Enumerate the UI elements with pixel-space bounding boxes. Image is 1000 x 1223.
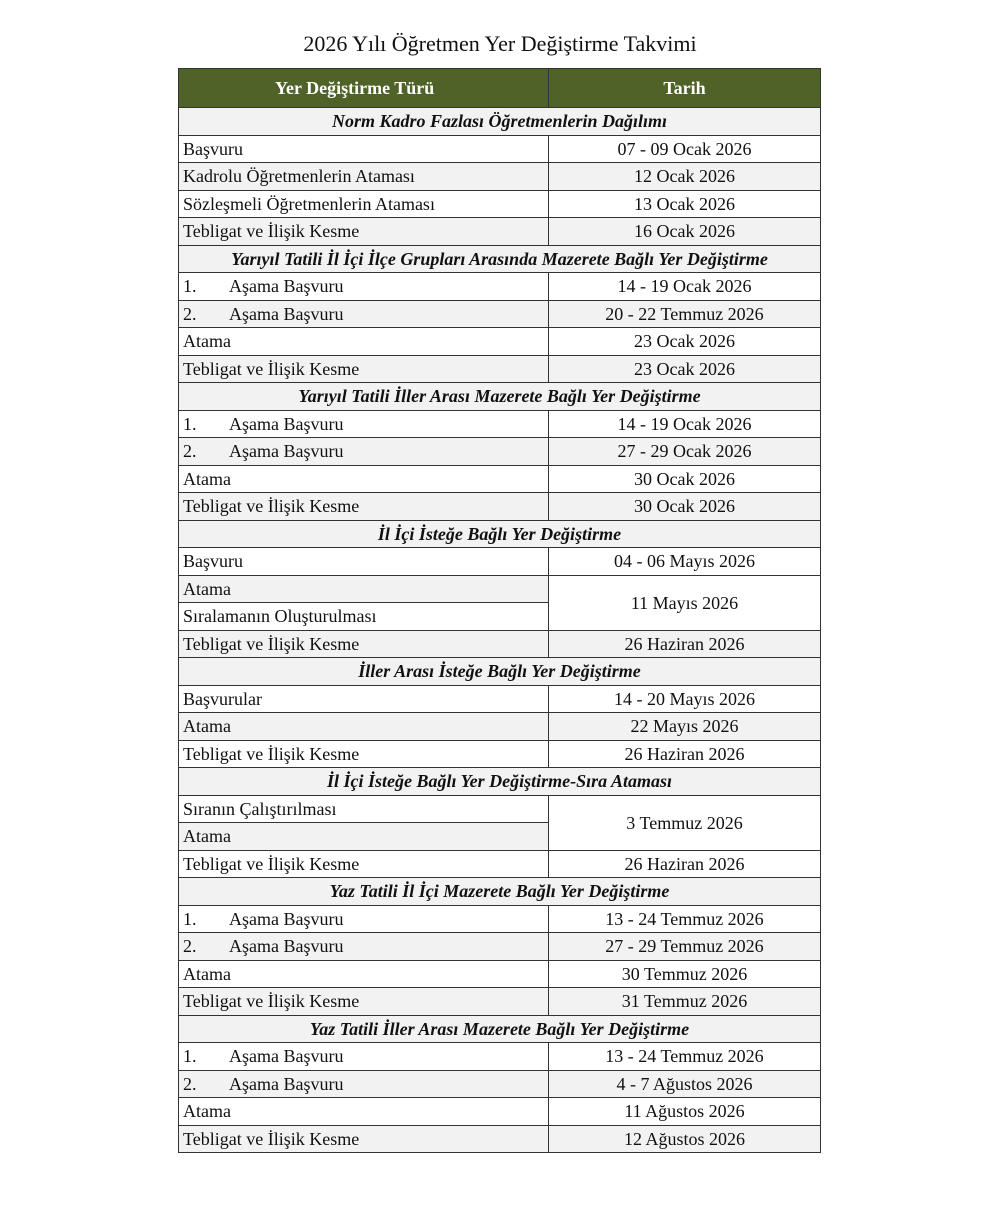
- row-number: 2.: [183, 441, 197, 462]
- section-title: Norm Kadro Fazlası Öğretmenlerin Dağılımı: [179, 108, 821, 136]
- row-date: 27 - 29 Temmuz 2026: [549, 933, 821, 961]
- row-label: Başvuru: [183, 551, 243, 572]
- row-label: Atama: [183, 468, 231, 489]
- row-label: Sözleşmeli Öğretmenlerin Ataması: [183, 193, 435, 214]
- table-row: [179, 933, 821, 961]
- row-label: Aşama Başvuru: [229, 276, 344, 297]
- section-header-row: [179, 108, 821, 136]
- page-title: 2026 Yılı Öğretmen Yer Değiştirme Takvimi: [303, 31, 697, 56]
- row-label-cell: [179, 1070, 549, 1098]
- row-label: Sıralamanın Oluşturulması: [183, 606, 377, 627]
- row-number: 2.: [183, 303, 197, 324]
- table-row: [179, 300, 821, 328]
- row-date: 14 - 20 Mayıs 2026: [549, 685, 821, 713]
- row-date: 4 - 7 Ağustos 2026: [549, 1070, 821, 1098]
- row-label-cell: [179, 493, 549, 521]
- row-date: 11 Mayıs 2026: [549, 575, 821, 630]
- row-date: 04 - 06 Mayıs 2026: [549, 548, 821, 576]
- row-label: Atama: [183, 578, 231, 599]
- row-date: 30 Ocak 2026: [549, 493, 821, 521]
- row-date: 23 Ocak 2026: [549, 355, 821, 383]
- row-label: Sıranın Çalıştırılması: [183, 798, 337, 819]
- row-label: Atama: [183, 716, 231, 737]
- row-label-cell: [179, 410, 549, 438]
- row-label-cell: [179, 1125, 549, 1153]
- table-row: [179, 795, 821, 823]
- row-date: 31 Temmuz 2026: [549, 988, 821, 1016]
- table-row: [179, 218, 821, 246]
- row-date: 12 Ocak 2026: [549, 163, 821, 191]
- row-label-cell: [179, 1098, 549, 1126]
- row-date: 12 Ağustos 2026: [549, 1125, 821, 1153]
- row-label-cell: [179, 355, 549, 383]
- row-label: Aşama Başvuru: [229, 413, 344, 434]
- table-row: [179, 988, 821, 1016]
- row-label: Tebligat ve İlişik Kesme: [183, 633, 360, 654]
- row-label-cell: [179, 823, 549, 851]
- row-date: 30 Ocak 2026: [549, 465, 821, 493]
- table-row: [179, 135, 821, 163]
- table-row: [179, 190, 821, 218]
- row-label-cell: [179, 850, 549, 878]
- row-date: 13 - 24 Temmuz 2026: [549, 1043, 821, 1071]
- row-label-cell: [179, 905, 549, 933]
- row-label-cell: [179, 300, 549, 328]
- header-type: Yer Değiştirme Türü: [179, 69, 549, 108]
- table-row: [179, 163, 821, 191]
- row-label-cell: [179, 273, 549, 301]
- row-label: Tebligat ve İlişik Kesme: [183, 1128, 360, 1149]
- row-label: Tebligat ve İlişik Kesme: [183, 496, 360, 517]
- row-label-cell: [179, 960, 549, 988]
- row-number: 1.: [183, 276, 197, 297]
- row-label: Tebligat ve İlişik Kesme: [183, 221, 360, 242]
- row-label-cell: [179, 190, 549, 218]
- row-label-cell: [179, 603, 549, 631]
- row-label: Atama: [183, 826, 231, 847]
- row-label: Aşama Başvuru: [229, 441, 344, 462]
- section-header-row: [179, 383, 821, 411]
- header-date: Tarih: [549, 69, 821, 108]
- row-number: 2.: [183, 1073, 197, 1094]
- section-title: Yarıyıl Tatili İl İçi İlçe Grupları Arasında Mazerete Bağlı Yer Değiştirme: [179, 245, 821, 273]
- table-row: [179, 1043, 821, 1071]
- table-row: [179, 355, 821, 383]
- row-date: 23 Ocak 2026: [549, 328, 821, 356]
- row-date: 30 Temmuz 2026: [549, 960, 821, 988]
- row-label-cell: [179, 135, 549, 163]
- row-date: 16 Ocak 2026: [549, 218, 821, 246]
- table-row: [179, 630, 821, 658]
- section-title: İller Arası İsteğe Bağlı Yer Değiştirme: [179, 658, 821, 686]
- table-row: [179, 685, 821, 713]
- row-date: 14 - 19 Ocak 2026: [549, 410, 821, 438]
- section-header-row: [179, 245, 821, 273]
- row-label: Tebligat ve İlişik Kesme: [183, 358, 360, 379]
- table-row: [179, 905, 821, 933]
- table-row: [179, 493, 821, 521]
- section-title: Yarıyıl Tatili İller Arası Mazerete Bağlı Yer Değiştirme: [179, 383, 821, 411]
- section-header-row: [179, 658, 821, 686]
- section-header-row: [179, 878, 821, 906]
- section-header-row: [179, 768, 821, 796]
- row-label: Atama: [183, 331, 231, 352]
- row-number: 2.: [183, 936, 197, 957]
- row-label: Atama: [183, 963, 231, 984]
- row-label: Aşama Başvuru: [229, 1046, 344, 1067]
- table-row: [179, 850, 821, 878]
- row-label-cell: [179, 795, 549, 823]
- row-label: Aşama Başvuru: [229, 1073, 344, 1094]
- row-date: 20 - 22 Temmuz 2026: [549, 300, 821, 328]
- row-label-cell: [179, 438, 549, 466]
- row-date: 13 - 24 Temmuz 2026: [549, 905, 821, 933]
- row-label: Tebligat ve İlişik Kesme: [183, 743, 360, 764]
- row-label-cell: [179, 218, 549, 246]
- section-title: Yaz Tatili İller Arası Mazerete Bağlı Yer Değiştirme: [179, 1015, 821, 1043]
- table-row: [179, 740, 821, 768]
- row-date: 26 Haziran 2026: [549, 740, 821, 768]
- calendar-table: [178, 68, 821, 1153]
- row-label: Başvurular: [183, 688, 262, 709]
- table-row: [179, 960, 821, 988]
- row-number: 1.: [183, 908, 197, 929]
- row-date: 14 - 19 Ocak 2026: [549, 273, 821, 301]
- row-date: 11 Ağustos 2026: [549, 1098, 821, 1126]
- row-label-cell: [179, 740, 549, 768]
- row-number: 1.: [183, 1046, 197, 1067]
- row-date: 13 Ocak 2026: [549, 190, 821, 218]
- table-row: [179, 273, 821, 301]
- table-row: [179, 438, 821, 466]
- row-label-cell: [179, 933, 549, 961]
- row-label: Tebligat ve İlişik Kesme: [183, 853, 360, 874]
- row-label-cell: [179, 988, 549, 1016]
- section-title: Yaz Tatili İl İçi Mazerete Bağlı Yer Değiştirme: [179, 878, 821, 906]
- table-row: [179, 328, 821, 356]
- row-label: Aşama Başvuru: [229, 908, 344, 929]
- row-label: Başvuru: [183, 138, 243, 159]
- row-label-cell: [179, 163, 549, 191]
- table-row: [179, 713, 821, 741]
- table-row: [179, 548, 821, 576]
- row-label-cell: [179, 1043, 549, 1071]
- table-row: [179, 575, 821, 603]
- row-label-cell: [179, 465, 549, 493]
- calendar-body: [179, 108, 821, 1153]
- row-label-cell: [179, 548, 549, 576]
- row-label-cell: [179, 713, 549, 741]
- table-row: [179, 1098, 821, 1126]
- row-label-cell: [179, 328, 549, 356]
- table-row: [179, 1070, 821, 1098]
- row-label-cell: [179, 575, 549, 603]
- section-header-row: [179, 520, 821, 548]
- row-date: 26 Haziran 2026: [549, 630, 821, 658]
- section-title: İl İçi İsteğe Bağlı Yer Değiştirme: [179, 520, 821, 548]
- table-row: [179, 410, 821, 438]
- section-header-row: [179, 1015, 821, 1043]
- table-row: [179, 465, 821, 493]
- row-date: 26 Haziran 2026: [549, 850, 821, 878]
- section-title: İl İçi İsteğe Bağlı Yer Değiştirme-Sıra Ataması: [179, 768, 821, 796]
- row-label-cell: [179, 685, 549, 713]
- row-label: Aşama Başvuru: [229, 303, 344, 324]
- row-label: Tebligat ve İlişik Kesme: [183, 991, 360, 1012]
- row-label: Aşama Başvuru: [229, 936, 344, 957]
- header-row: [179, 69, 821, 108]
- row-date: 27 - 29 Ocak 2026: [549, 438, 821, 466]
- row-label: Atama: [183, 1101, 231, 1122]
- row-date: 22 Mayıs 2026: [549, 713, 821, 741]
- table-row: [179, 1125, 821, 1153]
- row-label-cell: [179, 630, 549, 658]
- row-date: 3 Temmuz 2026: [549, 795, 821, 850]
- row-label: Kadrolu Öğretmenlerin Ataması: [183, 166, 415, 187]
- row-date: 07 - 09 Ocak 2026: [549, 135, 821, 163]
- row-number: 1.: [183, 413, 197, 434]
